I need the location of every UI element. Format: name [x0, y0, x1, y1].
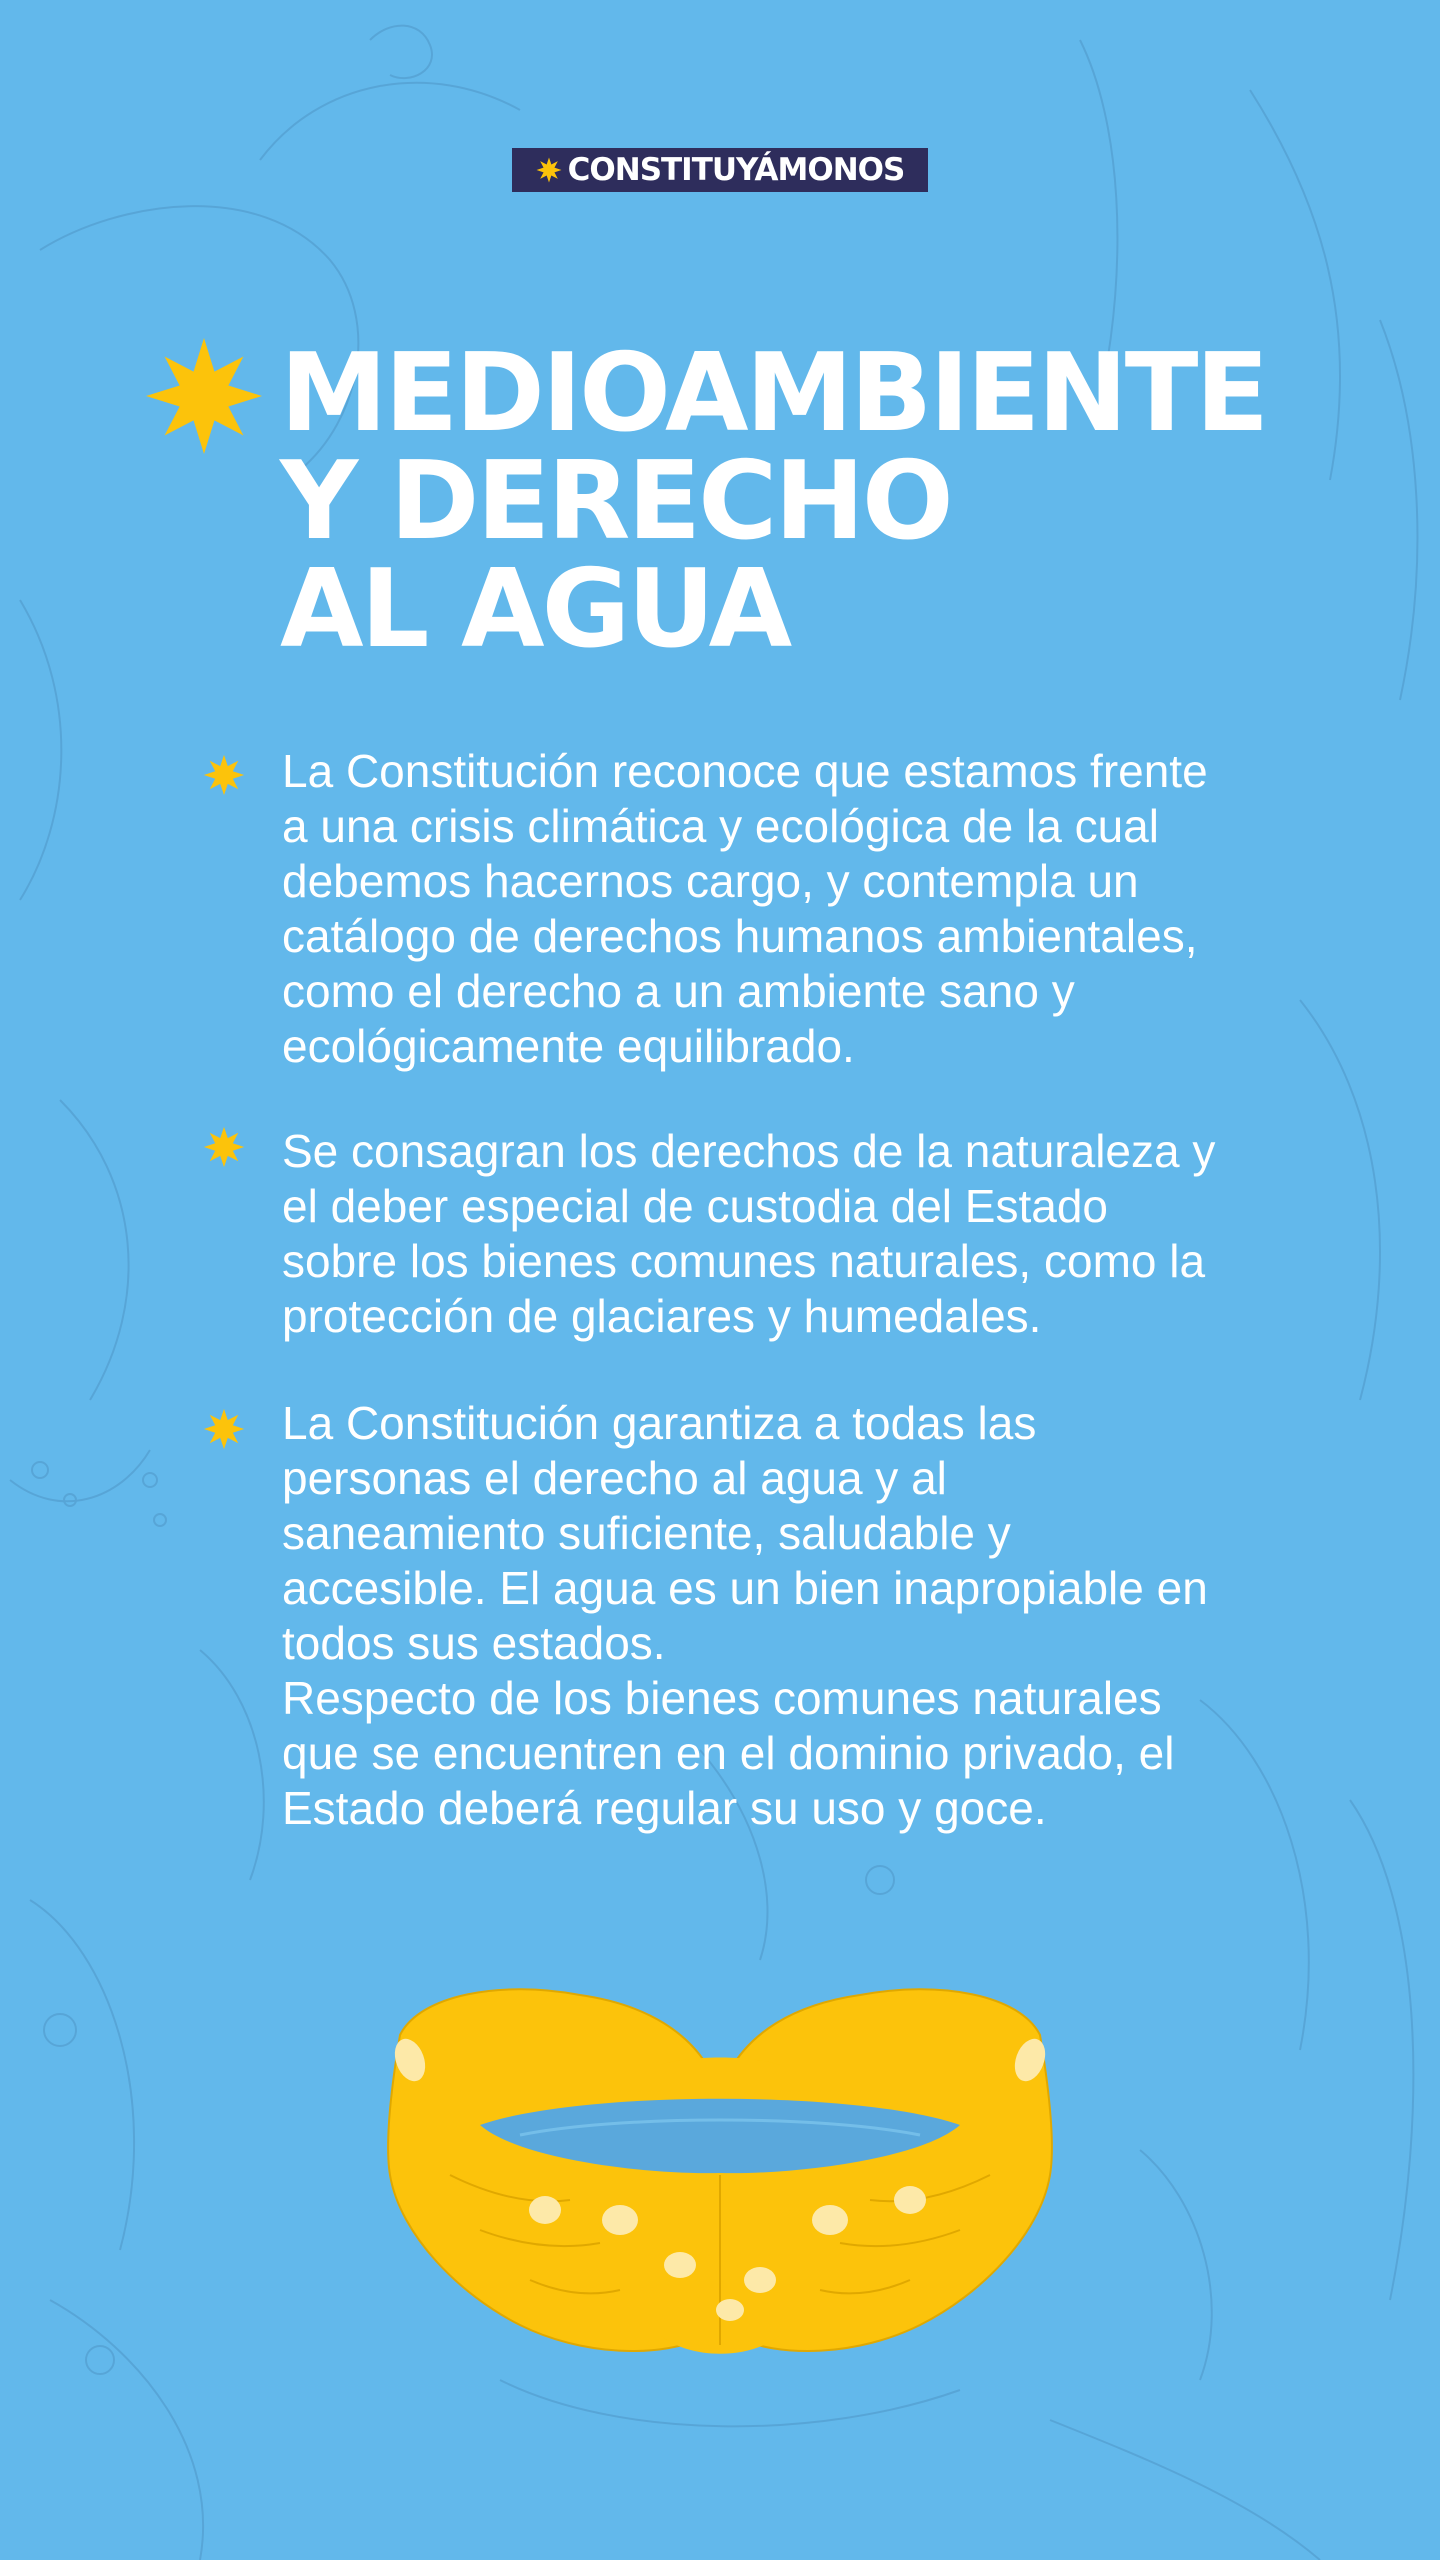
bullet-text — [282, 1396, 1292, 1836]
text-line: Estado deberá regular su uso y goce. — [282, 1782, 1047, 1834]
star-icon — [536, 157, 562, 183]
title-line: MEDIOAMBIENTE — [280, 331, 1267, 456]
text-line: que se encuentren en el dominio privado, el — [282, 1727, 1175, 1779]
text-line: personas el derecho al agua y al — [282, 1452, 947, 1504]
text-line: todos sus estados. — [282, 1617, 666, 1669]
text-line: el deber especial de custodia del Estado — [282, 1180, 1109, 1232]
bullet-text — [282, 744, 1292, 1074]
text-line: saneamiento suficiente, saludable y — [282, 1507, 1011, 1559]
text-line: Se consagran los derechos de la naturaleza y — [282, 1125, 1216, 1177]
brand-name: CONSTITUYÁMONOS — [567, 152, 905, 188]
page-title — [280, 331, 1400, 672]
bullet-text — [282, 1124, 1292, 1344]
text-line: Respecto de los bienes comunes naturales — [282, 1672, 1162, 1724]
brand-badge — [512, 148, 928, 192]
text-line: accesible. El agua es un bien inapropiable en — [282, 1562, 1208, 1614]
star-icon — [203, 1126, 245, 1168]
text-line: ecológicamente equilibrado. — [282, 1020, 855, 1072]
star-icon — [203, 754, 245, 796]
text-line: como el derecho a un ambiente sano y — [282, 965, 1075, 1017]
text-line: La Constitución reconoce que estamos frente — [282, 745, 1208, 797]
text-line: debemos hacernos cargo, y contempla un — [282, 855, 1139, 907]
star-icon — [146, 338, 262, 454]
cupped-hands-water-icon — [360, 1975, 1080, 2365]
text-line: catálogo de derechos humanos ambientales, — [282, 910, 1198, 962]
text-line: protección de glaciares y humedales. — [282, 1290, 1042, 1342]
title-line: Y DERECHO — [280, 439, 951, 564]
text-line: a una crisis climática y ecológica de la cual — [282, 800, 1159, 852]
title-line: AL AGUA — [280, 547, 790, 672]
text-line: sobre los bienes comunes naturales, como la — [282, 1235, 1206, 1287]
star-icon — [203, 1408, 245, 1450]
text-line: La Constitución garantiza a todas las — [282, 1397, 1037, 1449]
